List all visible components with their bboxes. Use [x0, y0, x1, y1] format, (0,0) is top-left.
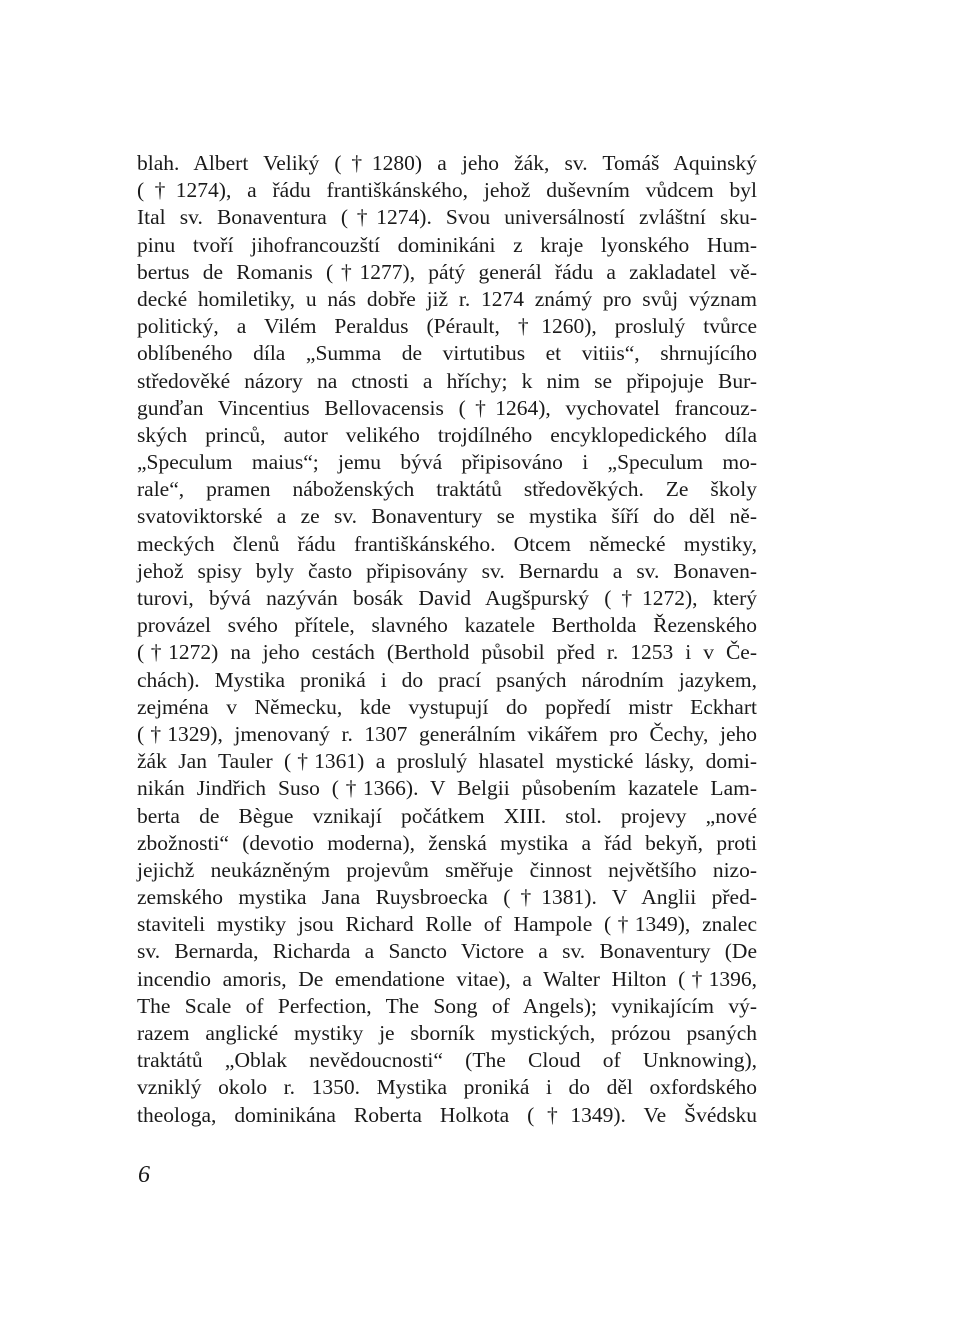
text-line: rale“, pramen náboženských traktátů středověkých. Ze školy [137, 477, 757, 502]
text-line: žák Jan Tauler (†1361) a proslulý hlasatel mystické lásky, domi- [137, 749, 757, 774]
text-line: pinu tvoří jihofrancouzští dominikáni z kraje lyonského Hum- [137, 232, 757, 257]
text-line: svatoviktorské a ze sv. Bonaventury se mystika šíří do děl ně- [137, 504, 757, 529]
text-line: turovi, bývá nazýván bosák David Augšpurský (†1272), který [137, 586, 757, 610]
text-line: razem anglické mystiky je sborník mystických, prózou psaných [137, 1021, 757, 1045]
text-line: (†1272) na jeho cestách (Berthold působil před r. 1253 i v Če- [137, 640, 757, 665]
text-line: (†1274), a řádu františkánského, jehož duševním vůdcem byl [137, 178, 757, 203]
text-line: politický, a Vilém Peraldus (Pérault, †1260), proslulý tvůrce [137, 314, 757, 339]
text-line: theologa, dominikána Roberta Holkota (†1349). Ve Švédsku [137, 1102, 757, 1127]
page-number: 6 [138, 1162, 150, 1188]
text-line: vzniklý okolo r. 1350. Mystika proniká i do děl oxfordského [137, 1075, 757, 1100]
text-line: decké homiletiky, u nás dobře již r. 1274 známý pro svůj význam [137, 286, 757, 311]
text-line: staviteli mystiky jsou Richard Rolle of Hampole (†1349), znalec [137, 912, 757, 937]
text-line: bertus de Romanis (†1277), pátý generál řádu a zakladatel vě- [137, 259, 757, 284]
text-line: středověké názory na ctnosti a hříchy; k nim se připojuje Bur- [137, 368, 757, 393]
text-line: gunďan Vincentius Bellovacensis (†1264), vychovatel francouz- [137, 395, 757, 420]
text-line: zbožnosti“ (devotio moderna), ženská mystika a řád bekyň, proti [137, 830, 757, 855]
text-line: berta de Bègue vznikají počátkem XIII. stol. projevy „nové [137, 803, 757, 828]
text-line: jejichž neukázněným projevům směřuje činnost největšího nizo- [137, 857, 757, 882]
text-line: zejména v Německu, kde vystupují do popředí mistr Eckhart [137, 694, 757, 719]
text-line: oblíbeného díla „Summa de virtutibus et vitiis“, shrnujícího [137, 341, 757, 366]
text-line: meckých členů řádu františkánského. Otcem německé mystiky, [137, 531, 757, 556]
text-line: provázel svého přítele, slavného kazatele Bertholda Řezenského [137, 613, 757, 638]
text-line: traktátů „Oblak nevědoucnosti“ (The Cloud of Unknowing), [137, 1048, 757, 1073]
text-line: Ital sv. Bonaventura (†1274). Svou universálností zvláštní sku- [137, 205, 757, 230]
text-line: jehož spisy byly často připisovány sv. Bernardu a sv. Bonaven- [137, 558, 757, 583]
text-line: (†1329), jmenovaný r. 1307 generálním vikářem pro Čechy, jeho [137, 721, 757, 746]
text-line: chách). Mystika proniká i do prací psaných národním jazykem, [137, 667, 757, 692]
text-line: sv. Bernarda, Richarda a Sancto Victore a sv. Bonaventury (De [137, 939, 757, 964]
text-line: ských princů, autor velikého trojdílného encyklopedického díla [137, 422, 757, 447]
text-line: nikán Jindřich Suso (†1366). V Belgii působením kazatele Lam- [137, 776, 757, 801]
text-line: incendio amoris, De emendatione vitae), a Walter Hilton (†1396, [137, 966, 757, 991]
body-text [137, 150, 757, 1129]
text-line: blah. Albert Veliký (†1280) a jeho žák, sv. Tomáš Aquinský [137, 151, 757, 175]
text-line: „Speculum maius“; jemu bývá připisováno i „Speculum mo- [137, 450, 757, 475]
text-line: The Scale of Perfection, The Song of Angels); vynikajícím vý- [137, 993, 757, 1018]
text-line: zemského mystika Jana Ruysbroecka (†1381). V Anglii před- [137, 885, 757, 910]
